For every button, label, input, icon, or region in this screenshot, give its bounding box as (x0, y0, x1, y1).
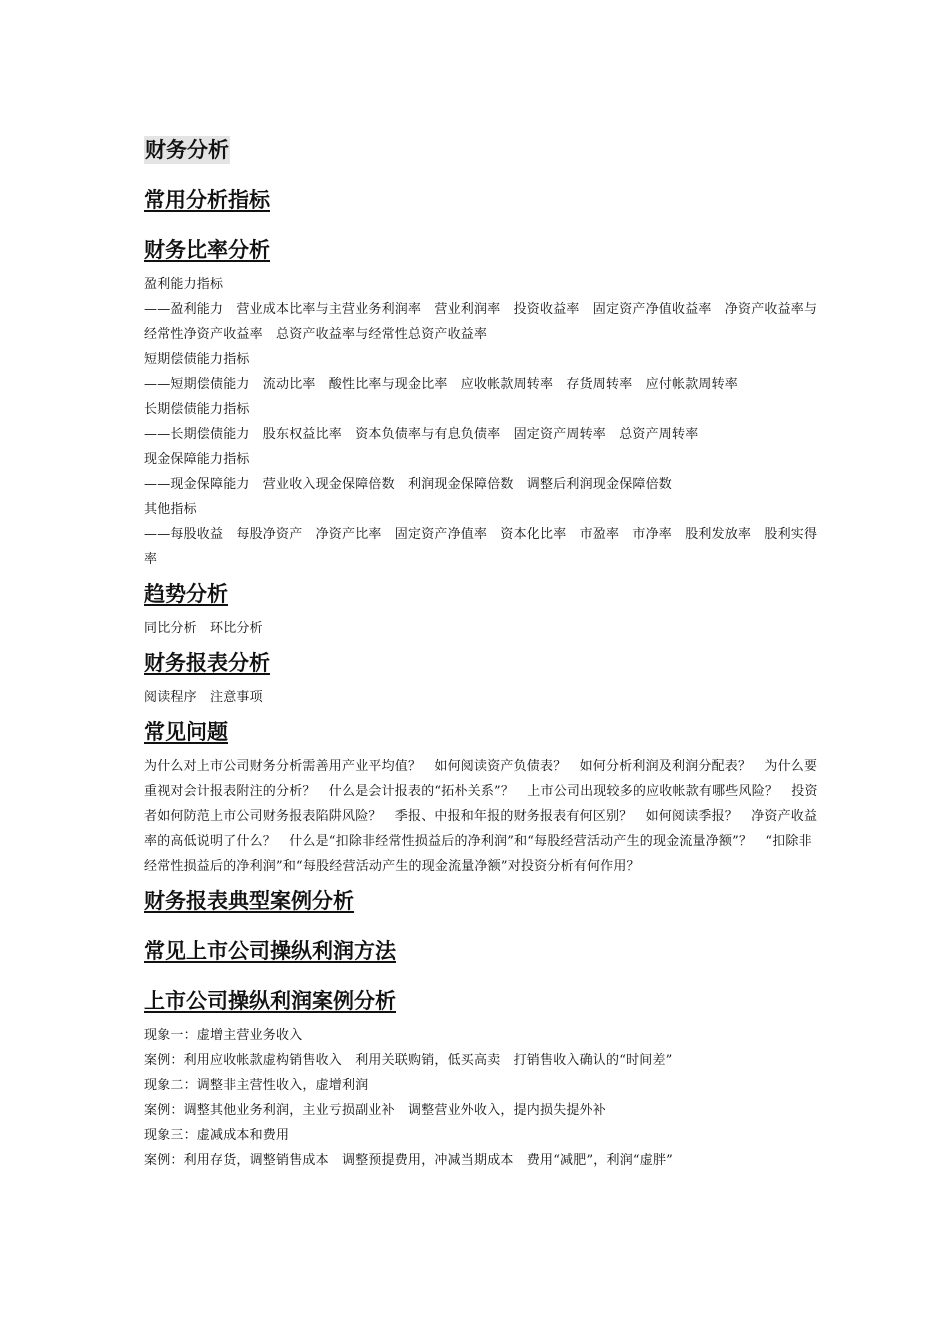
heading-trend-analysis: 趋势分析 (144, 582, 228, 606)
other-title: 其他指标 (144, 502, 197, 517)
doc-title: 财务分析 (145, 138, 229, 162)
short-debt-items: ——短期偿债能力 流动比率 酸性比率与现金比率 应收帐款周转率 存货周转率 应付帐款周转率 (144, 377, 739, 392)
case-1: 案例：利用应收帐款虚构销售收入 利用关联购销，低买高卖 打销售收入确认的“时间差” (144, 1053, 673, 1068)
faq-text: 为什么对上市公司财务分析需善用产业平均值？ 如何阅读资产负债表？ 如何分析利润及利润分配表？ 为什么要重视对会计报表附注的分析？ 什么是会计报表的“拓朴关系”？ 上市公司出现较多的应收帐款有哪些风险？ 投资者如何防范上市公司财务报表陷阱风险？ 季报、中报和年报的财务报表有何区别？ 如何阅读季报？ 净资产收益率的高低说明了什么？ 什么是“扣除非经常性损益后的净利润”和“每股经营活动产生的现金流量净额”？ “扣除非经常性损益后的净利润”和“每股经营活动产生的现金流量净额”对投资分析有何作用？ (144, 759, 818, 874)
heading-ratio-analysis: 财务比率分析 (144, 238, 270, 262)
heading-statement-analysis: 财务报表分析 (144, 651, 270, 675)
heading-faq: 常见问题 (144, 720, 228, 744)
heading-common-indicators: 常用分析指标 (144, 188, 270, 212)
heading-profit-manipulation-methods: 常见上市公司操纵利润方法 (144, 939, 396, 963)
heading-manipulation-cases: 上市公司操纵利润案例分析 (144, 989, 396, 1013)
document-page (144, 130, 824, 1173)
profit-indicator-title: 盈利能力指标 (144, 277, 224, 292)
phenomenon-1: 现象一：虚增主营业务收入 (144, 1028, 303, 1043)
case-3: 案例：利用存货，调整销售成本 调整预提费用，冲减当期成本 费用“减肥”，利润“虚胖” (144, 1153, 673, 1168)
trend-text: 同比分析 环比分析 (144, 621, 263, 636)
phenomenon-2: 现象二：调整非主营性收入，虚增利润 (144, 1078, 369, 1093)
phenomenon-3: 现象三：虚减成本和费用 (144, 1128, 290, 1143)
other-items: ——每股收益 每股净资产 净资产比率 固定资产净值率 资本化比率 市盈率 市净率 股利发放率 股利实得率 (144, 527, 818, 567)
profit-indicator-items: ——盈利能力 营业成本比率与主营业务利润率 营业利润率 投资收益率 固定资产净值收益率 净资产收益率与经常性净资产收益率 总资产收益率与经常性总资产收益率 (144, 302, 818, 342)
cash-items: ——现金保障能力 营业收入现金保障倍数 利润现金保障倍数 调整后利润现金保障倍数 (144, 477, 673, 492)
case-2: 案例：调整其他业务利润，主业亏损副业补 调整营业外收入，提内损失提外补 (144, 1103, 607, 1118)
short-debt-title: 短期偿债能力指标 (144, 352, 250, 367)
statement-text: 阅读程序 注意事项 (144, 690, 263, 705)
heading-typical-cases: 财务报表典型案例分析 (144, 889, 354, 913)
cash-title: 现金保障能力指标 (144, 452, 250, 467)
long-debt-items: ——长期偿债能力 股东权益比率 资本负债率与有息负债率 固定资产周转率 总资产周转率 (144, 427, 699, 442)
long-debt-title: 长期偿债能力指标 (144, 402, 250, 417)
